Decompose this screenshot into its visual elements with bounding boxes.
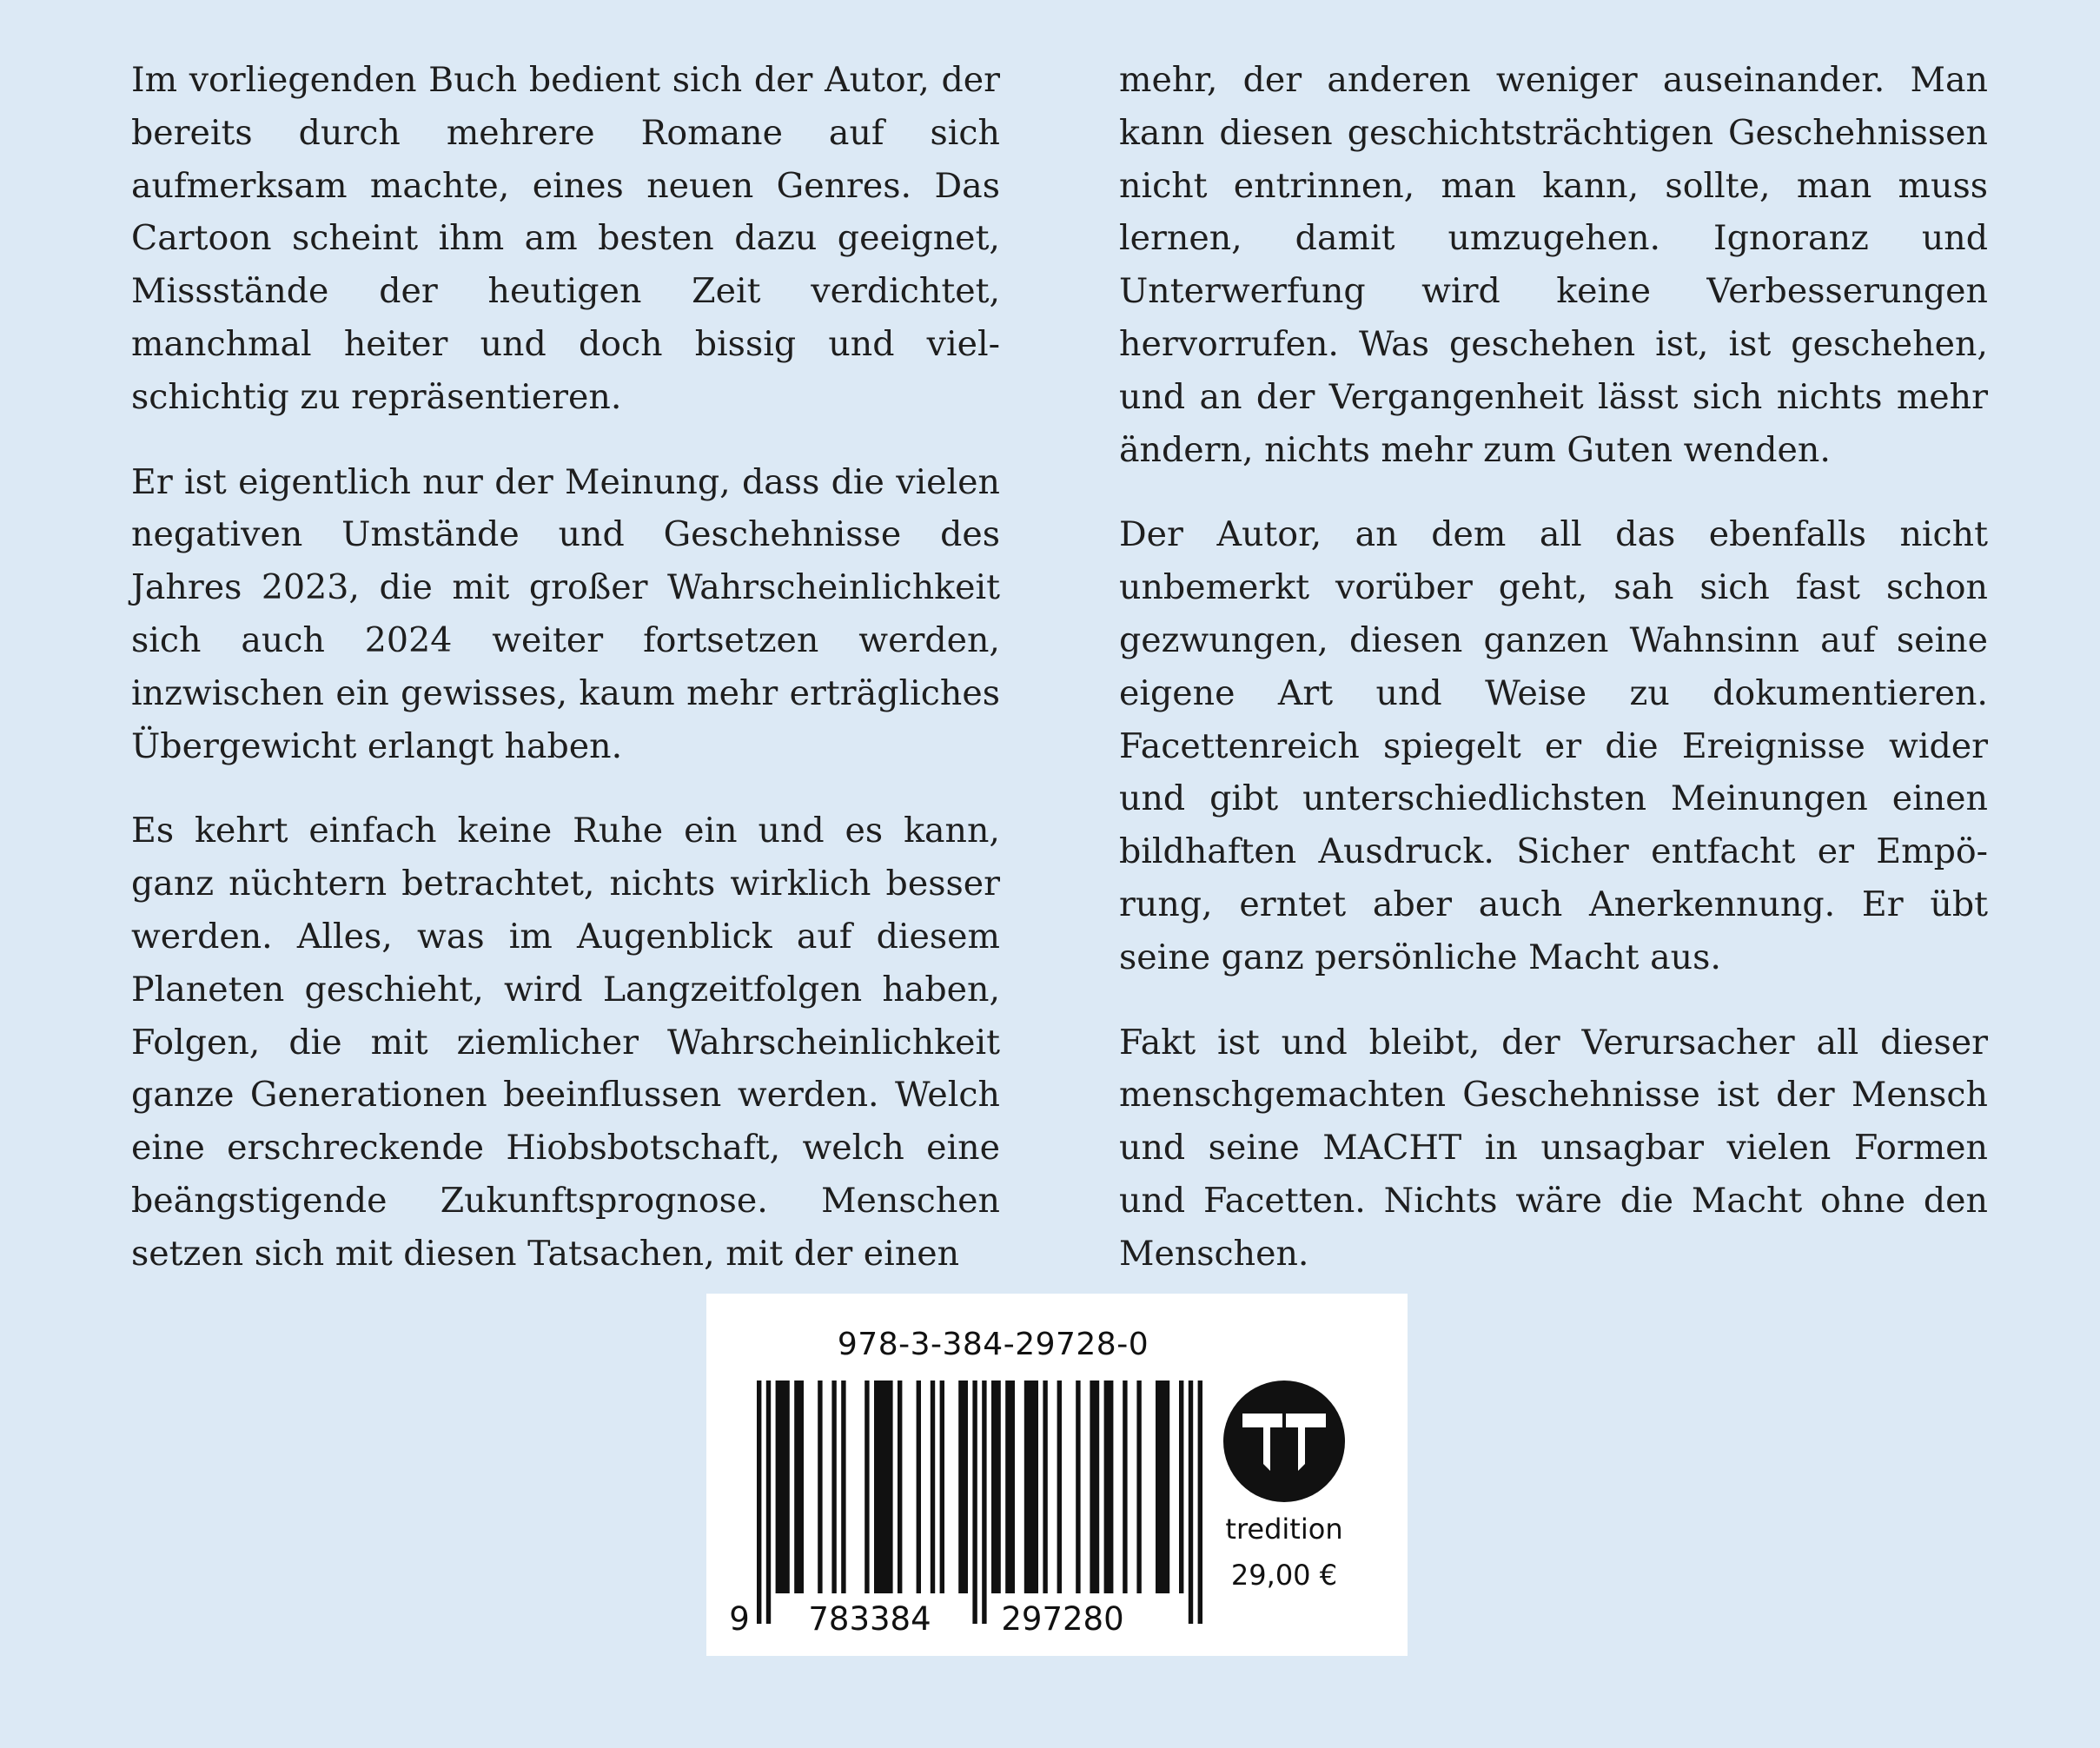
barcode-bar	[1043, 1381, 1047, 1593]
publisher-name: tredition	[1225, 1513, 1343, 1546]
barcode-bar	[874, 1381, 893, 1593]
barcode-bar	[865, 1381, 869, 1593]
barcode-bar	[1005, 1381, 1015, 1593]
barcode-bar	[958, 1381, 968, 1593]
isbn-label: 978-3-384-29728-0	[837, 1327, 1149, 1362]
blurb-paragraph: Der Autor, an dem all das ebenfalls nicht unbemerkt vorüber geht, sah sich fast schon gezwungen, diesen ganzen Wahnsinn auf seine eigene Art und Weise zu dokumentieren. Facettenreich spiegelt er die Ereignisse wider und gibt unterschiedlichsten Meinungen einen bildhaften Ausdruck. Sicher entfacht er Empörung, erntet aber auch Anerkennung. Er übt seine ganz persönliche Macht aus.	[1119, 514, 1988, 977]
tredition-logo-icon	[1223, 1381, 1345, 1502]
barcode-bar	[991, 1381, 1001, 1593]
barcode-bar	[831, 1381, 836, 1593]
barcode-bar	[841, 1381, 845, 1593]
barcode-bar	[766, 1381, 771, 1624]
barcode-bar	[794, 1381, 804, 1593]
blurb-paragraph: Er ist eigentlich nur der Meinung, dass die vielen negativen Umstände und Geschehnisse des Jahres 2023, die mit großer Wahrscheinlichkeit sich auch 2024 weiter fortsetzen werden, inzwischen ein gewisses, kaum mehr erträgliches Übergewicht erlangt haben.	[131, 461, 1000, 766]
barcode-digit-first: 9	[729, 1600, 750, 1638]
back-cover-text-left	[131, 54, 1000, 1313]
barcode-bar	[940, 1381, 944, 1593]
barcode-panel	[706, 1294, 1408, 1656]
barcode-digits-left: 783384	[808, 1600, 931, 1638]
barcode-bar	[982, 1381, 986, 1624]
barcode-bar	[818, 1381, 822, 1593]
barcode-bar	[776, 1381, 790, 1593]
barcode-bar	[1057, 1381, 1062, 1593]
blurb-paragraph: mehr, der anderen weniger auseinander. Man kann diesen geschichtsträchtigen Geschehnissen nicht entrinnen, man kann, sollte, man muss lernen, damit umzugehen. Ignoranz und Unterwerfung wird keine Verbesserungen hervorrufen. Was geschehen ist, ist geschehen, und an der Vergangenheit lässt sich nichts mehr ändern, nichts mehr zum Guten wenden.	[1119, 60, 1988, 470]
barcode-bar	[1156, 1381, 1169, 1593]
price-label: 29,00 €	[1230, 1559, 1338, 1592]
barcode-bar	[1090, 1381, 1099, 1593]
barcode-bar	[1104, 1381, 1114, 1593]
barcode-digits-right: 297280	[1001, 1600, 1124, 1638]
barcode-bar	[931, 1381, 935, 1593]
blurb-paragraph: Fakt ist und bleibt, der Verursacher all dieser menschgemachten Geschehnisse ist der Mensch und seine MACHT in unsagbar vielen Formen und Facetten. Nichts wäre die Macht ohne den Menschen.	[1119, 1022, 1988, 1274]
barcode-bar	[1179, 1381, 1183, 1593]
barcode-image	[706, 1294, 1280, 1656]
barcode-bar	[898, 1381, 902, 1593]
barcode-bar	[1189, 1381, 1193, 1624]
barcode-bar	[757, 1381, 761, 1624]
barcode-bar	[972, 1381, 977, 1624]
barcode-bar	[917, 1381, 921, 1593]
barcode-bar	[1136, 1381, 1141, 1593]
barcode-bar	[1024, 1381, 1038, 1593]
blurb-paragraph: Es kehrt einfach keine Ruhe ein und es kann, ganz nüchtern betrachtet, nichts wirklich besser werden. Alles, was im Augenblick auf diesem Planeten geschieht, wird Langzeitfolgen haben, Folgen, die mit ziemlicher Wahrscheinlichkeit ganze Generationen beeinflussen werden. Welch eine erschreckende Hiobsbotschaft, welch eine beängstigende Zukunftsprognose. Menschen setzen sich mit diesen Tatsachen, mit der einen	[131, 811, 1000, 1274]
barcode-bar	[1123, 1381, 1127, 1593]
back-cover-text-right	[1119, 54, 1988, 1313]
barcode-bar	[1076, 1381, 1080, 1593]
blurb-paragraph: Im vorliegenden Buch bedient sich der Autor, der bereits durch mehrere Romane auf sich aufmerksam machte, eines neuen Genres. Das Cartoon scheint ihm am besten dazu geeignet, Missstände der heutigen Zeit verdichtet, manchmal heiter und doch bissig und vielschichtig zu repräsentieren.	[131, 60, 1000, 417]
